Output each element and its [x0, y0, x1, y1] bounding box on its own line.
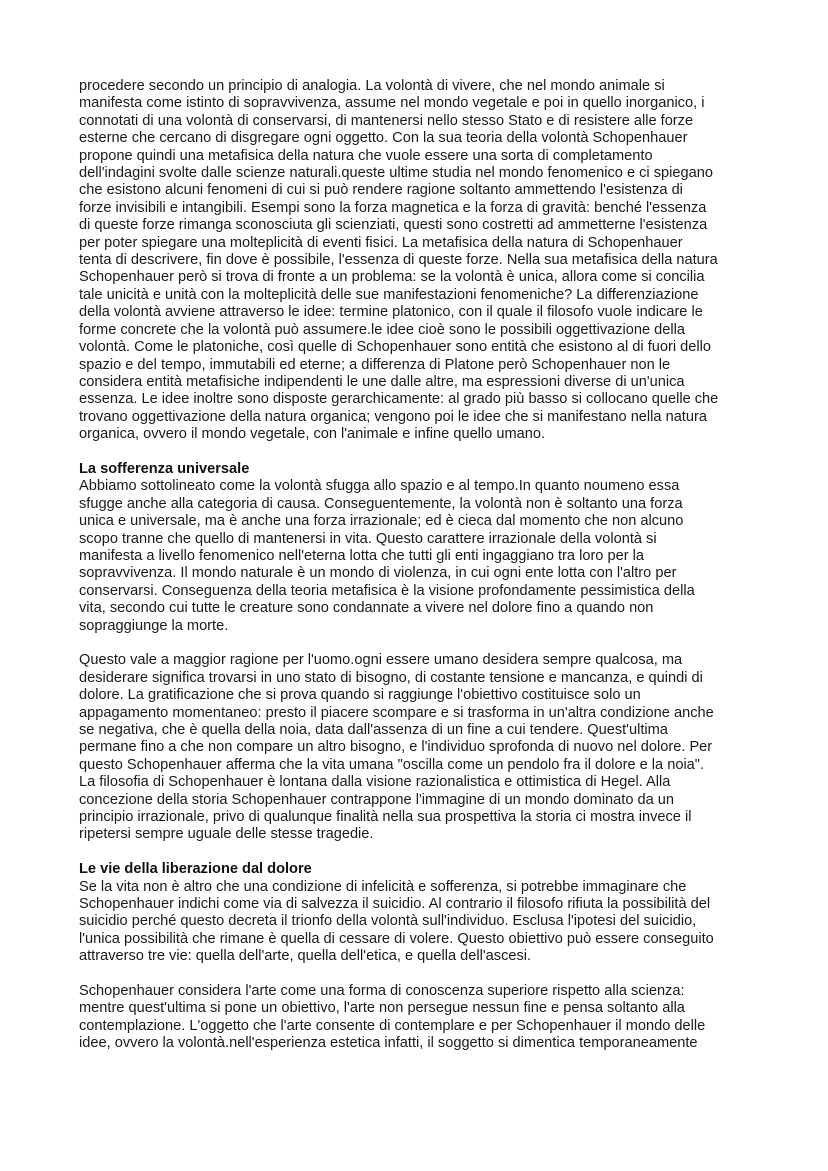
paragraph-suicidio: Se la vita non è altro che una condizione di infelicità e sofferenza, si potrebbe immaginare che Schopenhauer indichi come via di salvezza il suicidio. Al contrario il filosofo rifiuta la possibilità del suicidio perché questo decreta il trionfo della volontà sull'individuo. Esclusa l'ipotesi del suicidio, l'unica possibilità che rimane è quella di cessare di volere. Questo obiettivo può essere conseguito attraverso tre vie: quella dell'arte, quella dell'etica, e quella dell'ascesi.	[79, 878, 714, 965]
section-heading-liberazione: Le vie della liberazione dal dolore	[79, 861, 312, 878]
paragraph-gap	[79, 444, 768, 461]
section-heading-sofferenza: La sofferenza universale	[79, 460, 250, 477]
paragraph-analogia: procedere secondo un principio di analogia. La volontà di vivere, che nel mondo animale si manifesta come istinto di sopravvivenza, assume nel mondo vegetale e poi in quello inorganico, i connotati di una volontà di conservarsi, di mantenersi nello stesso Stato e di resistere alle forze esterne che cercano di disgregare ogni oggetto. Con la sua teoria della volontà Schopenhauer propone quindi una metafisica della natura che vuole essere una sorta di completamento dell'indagini svolte dalle scienze naturali.queste ultime studia nel mondo fenomenico e ci spiegano che esistono alcuni fenomeni di cui si può rendere ragione soltanto ammettendo l'esistenza di forze invisibili e intangibili. Esempi sono la forza magnetica e la forza di gravità: benché l'essenza di queste forze rimanga sconosciuta gli scienziati, questi sono costretti ad ammetterne l'esistenza per poter spiegare una molteplicità di eventi fisici. La metafisica della natura di Schopenhauer tenta di descrivere, fin dove è possibile, l'essenza di queste forze. Nella sua metafisica della natura Schopenhauer però si trova di fronte a un problema: se la volontà è unica, allora come si concilia tale unicità e unità con la molteplicità delle sue manifestazioni fenomeniche? La differenziazione della volontà avviene attraverso le idee: termine platonico, con il quale il filosofo vuole indicare le forme concrete che la volontà può assumere.le idee cioè sono le possibili oggettivazione della volontà. Come le platoniche, così quelle di Schopenhauer sono entità che esistono al di fuori dello spazio e del tempo, immutabili ed eterne; a differenza di Platone però Schopenhauer non le considera entità metafisiche indipendenti le une dalle altre, ma espressioni diverse di un'unica essenza. Le idee inoltre sono disposte gerarchicamente: al grado più basso si collocano quelle che trovano oggettivazione della natura organica; vengono poi le idee che si manifestano nella natura organica, ovvero il mondo vegetale, con l'animale e infine quello umano.	[79, 78, 719, 443]
paragraph-uomo-dolore-noia: Questo vale a maggior ragione per l'uomo.ogni essere umano desidera sempre qualcosa, ma desiderare significa trovarsi in uno stato di bisogno, di costante tensione e mancanza, e quindi di dolore. La gratificazione che si prova quando si raggiunge l'obiettivo costituisce solo un appagamento momentaneo: presto il piacere scompare e si trasforma in un'altra condizione anche se negativa, che è quella della noia, data dall'assenza di un fine a cui tendere. Quest'ultima permane fino a che non compare un altro bisogno, e l'individuo sprofonda di nuovo nel dolore. Per questo Schopenhauer afferma che la vita umana "oscilla come un pendolo fra il dolore e la noia". La filosofia di Schopenhauer è lontana dalla visione razionalistica e ottimistica di Hegel. Alla concezione della storia Schopenhauer contrappone l'immagine di un mondo dominato da un principio irrazionale, privo di qualunque finalità nella sua prospettiva la storia ci mostra invece il ripetersi sempre uguale delle stesse tragedie.	[79, 652, 714, 843]
paragraph-arte: Schopenhauer considera l'arte come una forma di conoscenza superiore rispetto alla scienza: mentre quest'ultima si pone un obiettivo, l'arte non persegue nessun fine e pensa soltanto alla contemplazione. L'oggetto che l'arte consente di contemplare e per Schopenhauer il mondo delle idee, ovvero la volontà.nell'esperienza estetica infatti, il soggetto si dimentica temporaneamente	[79, 983, 706, 1052]
paragraph-gap	[79, 635, 768, 652]
paragraph-gap	[79, 844, 768, 861]
paragraph-volonta-irrazionale: Abbiamo sottolineato come la volontà sfugga allo spazio e al tempo.In quanto noumeno essa sfugge anche alla categoria di causa. Conseguentemente, la volontà non è soltanto una forza unica e universale, ma è anche una forza irrazionale; ed è cieca dal momento che non alcuno scopo tranne che quello di mantenersi in vita. Questo carattere irrazionale della volontà si manifesta a livello fenomenico nell'eterna lotta che tutti gli enti ingaggiano tra loro per la sopravvivenza. Il mondo naturale è un mondo di violenza, in cui ogni ente lotta con l'altro per conservarsi. Conseguenza della teoria metafisica è la visione profondamente pessimistica della vita, secondo cui tutte le creature sono condannate a vivere nel dolore fino a quando non sopraggiunge la morte.	[79, 478, 695, 634]
paragraph-gap	[79, 966, 768, 983]
